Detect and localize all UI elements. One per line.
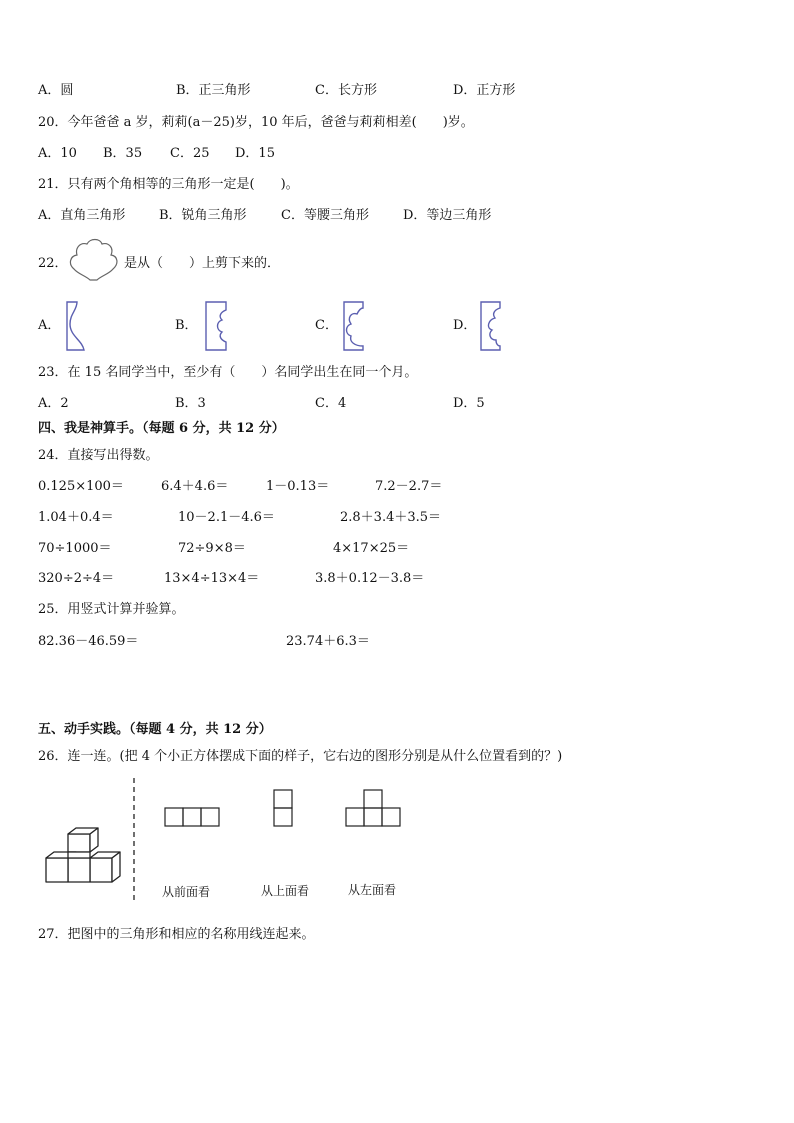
q24-stem: 24．直接写出得数。	[38, 448, 159, 463]
section-5-heading: 五、动手实践。（每题 4 分，共 12 分）	[38, 722, 272, 737]
q23-option-b: B．3	[175, 396, 206, 411]
q21-option-b: B．锐角三角形	[159, 208, 247, 223]
q20-option-b: B．35	[103, 146, 143, 161]
option-a-cutout-icon	[64, 300, 90, 352]
q24-expr: 13×4÷13×4＝	[164, 571, 260, 586]
option-c-cutout-icon	[341, 300, 367, 352]
q24-expr: 3.8＋0.12－3.8＝	[315, 571, 425, 586]
q21-stem: 21．只有两个角相等的三角形一定是( )。	[38, 177, 299, 192]
q22-option-a: A．	[38, 318, 61, 333]
q21-option-c: C．等腰三角形	[281, 208, 369, 223]
option-b-cutout-icon	[204, 300, 230, 352]
q24-expr: 0.125×100＝	[38, 479, 124, 494]
q22-stem: 是从（ ）上剪下来的．	[124, 256, 281, 271]
q24-expr: 7.2－2.7＝	[375, 479, 443, 494]
front-view-squares	[164, 807, 222, 829]
q23-stem: 23．在 15 名同学当中，至少有（ ）名同学出生在同一个月。	[38, 365, 418, 380]
q24-expr: 2.8＋3.4＋3.5＝	[340, 510, 442, 525]
q19-option-c: C．长方形	[315, 83, 377, 98]
view-label-top: 从上面看	[261, 884, 310, 898]
view-label-left: 从左面看	[348, 883, 397, 897]
q23-option-a: A．2	[38, 396, 69, 411]
q26-stem: 26．连一连。(把 4 个小正方体摆成下面的样子，它右边的图形分别是从什么位置看到的？)	[38, 749, 563, 764]
q24-expr: 320÷2÷4＝	[38, 571, 115, 586]
q24-expr: 1.04＋0.4＝	[38, 510, 114, 525]
q24-expr: 6.4＋4.6＝	[161, 479, 229, 494]
q25-stem: 25．用竖式计算并验算。	[38, 602, 185, 617]
top-view-squares	[273, 789, 295, 829]
q21-option-d: D．等边三角形	[403, 208, 492, 223]
q24-expr: 1－0.13＝	[266, 479, 330, 494]
q23-option-d: D．5	[453, 396, 485, 411]
clover-shape-figure	[66, 236, 122, 286]
q25-item-1: 82.36－46.59＝	[38, 634, 139, 649]
q22-option-b: B．	[175, 318, 198, 333]
q24-expr: 72÷9×8＝	[178, 541, 246, 556]
q20-stem: 20．今年爸爸 a 岁，莉莉(a－25)岁，10 年后，爸爸与莉莉相差( )岁。	[38, 115, 474, 130]
q19-option-d: D．正方形	[453, 83, 516, 98]
q22-option-c: C．	[315, 318, 338, 333]
dashed-divider	[131, 778, 137, 900]
q21-option-a: A．直角三角形	[38, 208, 126, 223]
q22-number: 22．	[38, 256, 68, 271]
q24-expr: 4×17×25＝	[333, 541, 410, 556]
q19-option-b: B．正三角形	[176, 83, 251, 98]
q20-option-a: A．10	[38, 146, 77, 161]
section-4-heading: 四、我是神算手。（每题 6 分，共 12 分）	[38, 421, 285, 436]
q20-option-c: C．25	[170, 146, 210, 161]
q20-option-d: D．15	[235, 146, 275, 161]
q22-option-d: D．	[453, 318, 477, 333]
q24-expr: 10－2.1－4.6＝	[178, 510, 275, 525]
q25-item-2: 23.74＋6.3＝	[286, 634, 370, 649]
q24-expr: 70÷1000＝	[38, 541, 112, 556]
view-label-front: 从前面看	[162, 885, 211, 899]
option-d-cutout-icon	[478, 300, 504, 352]
cube-stack-figure	[40, 820, 130, 890]
left-view-squares	[345, 789, 403, 829]
q19-option-a: A．圆	[38, 83, 74, 98]
q27-stem: 27．把图中的三角形和相应的名称用线连起来。	[38, 927, 315, 942]
q23-option-c: C．4	[315, 396, 347, 411]
